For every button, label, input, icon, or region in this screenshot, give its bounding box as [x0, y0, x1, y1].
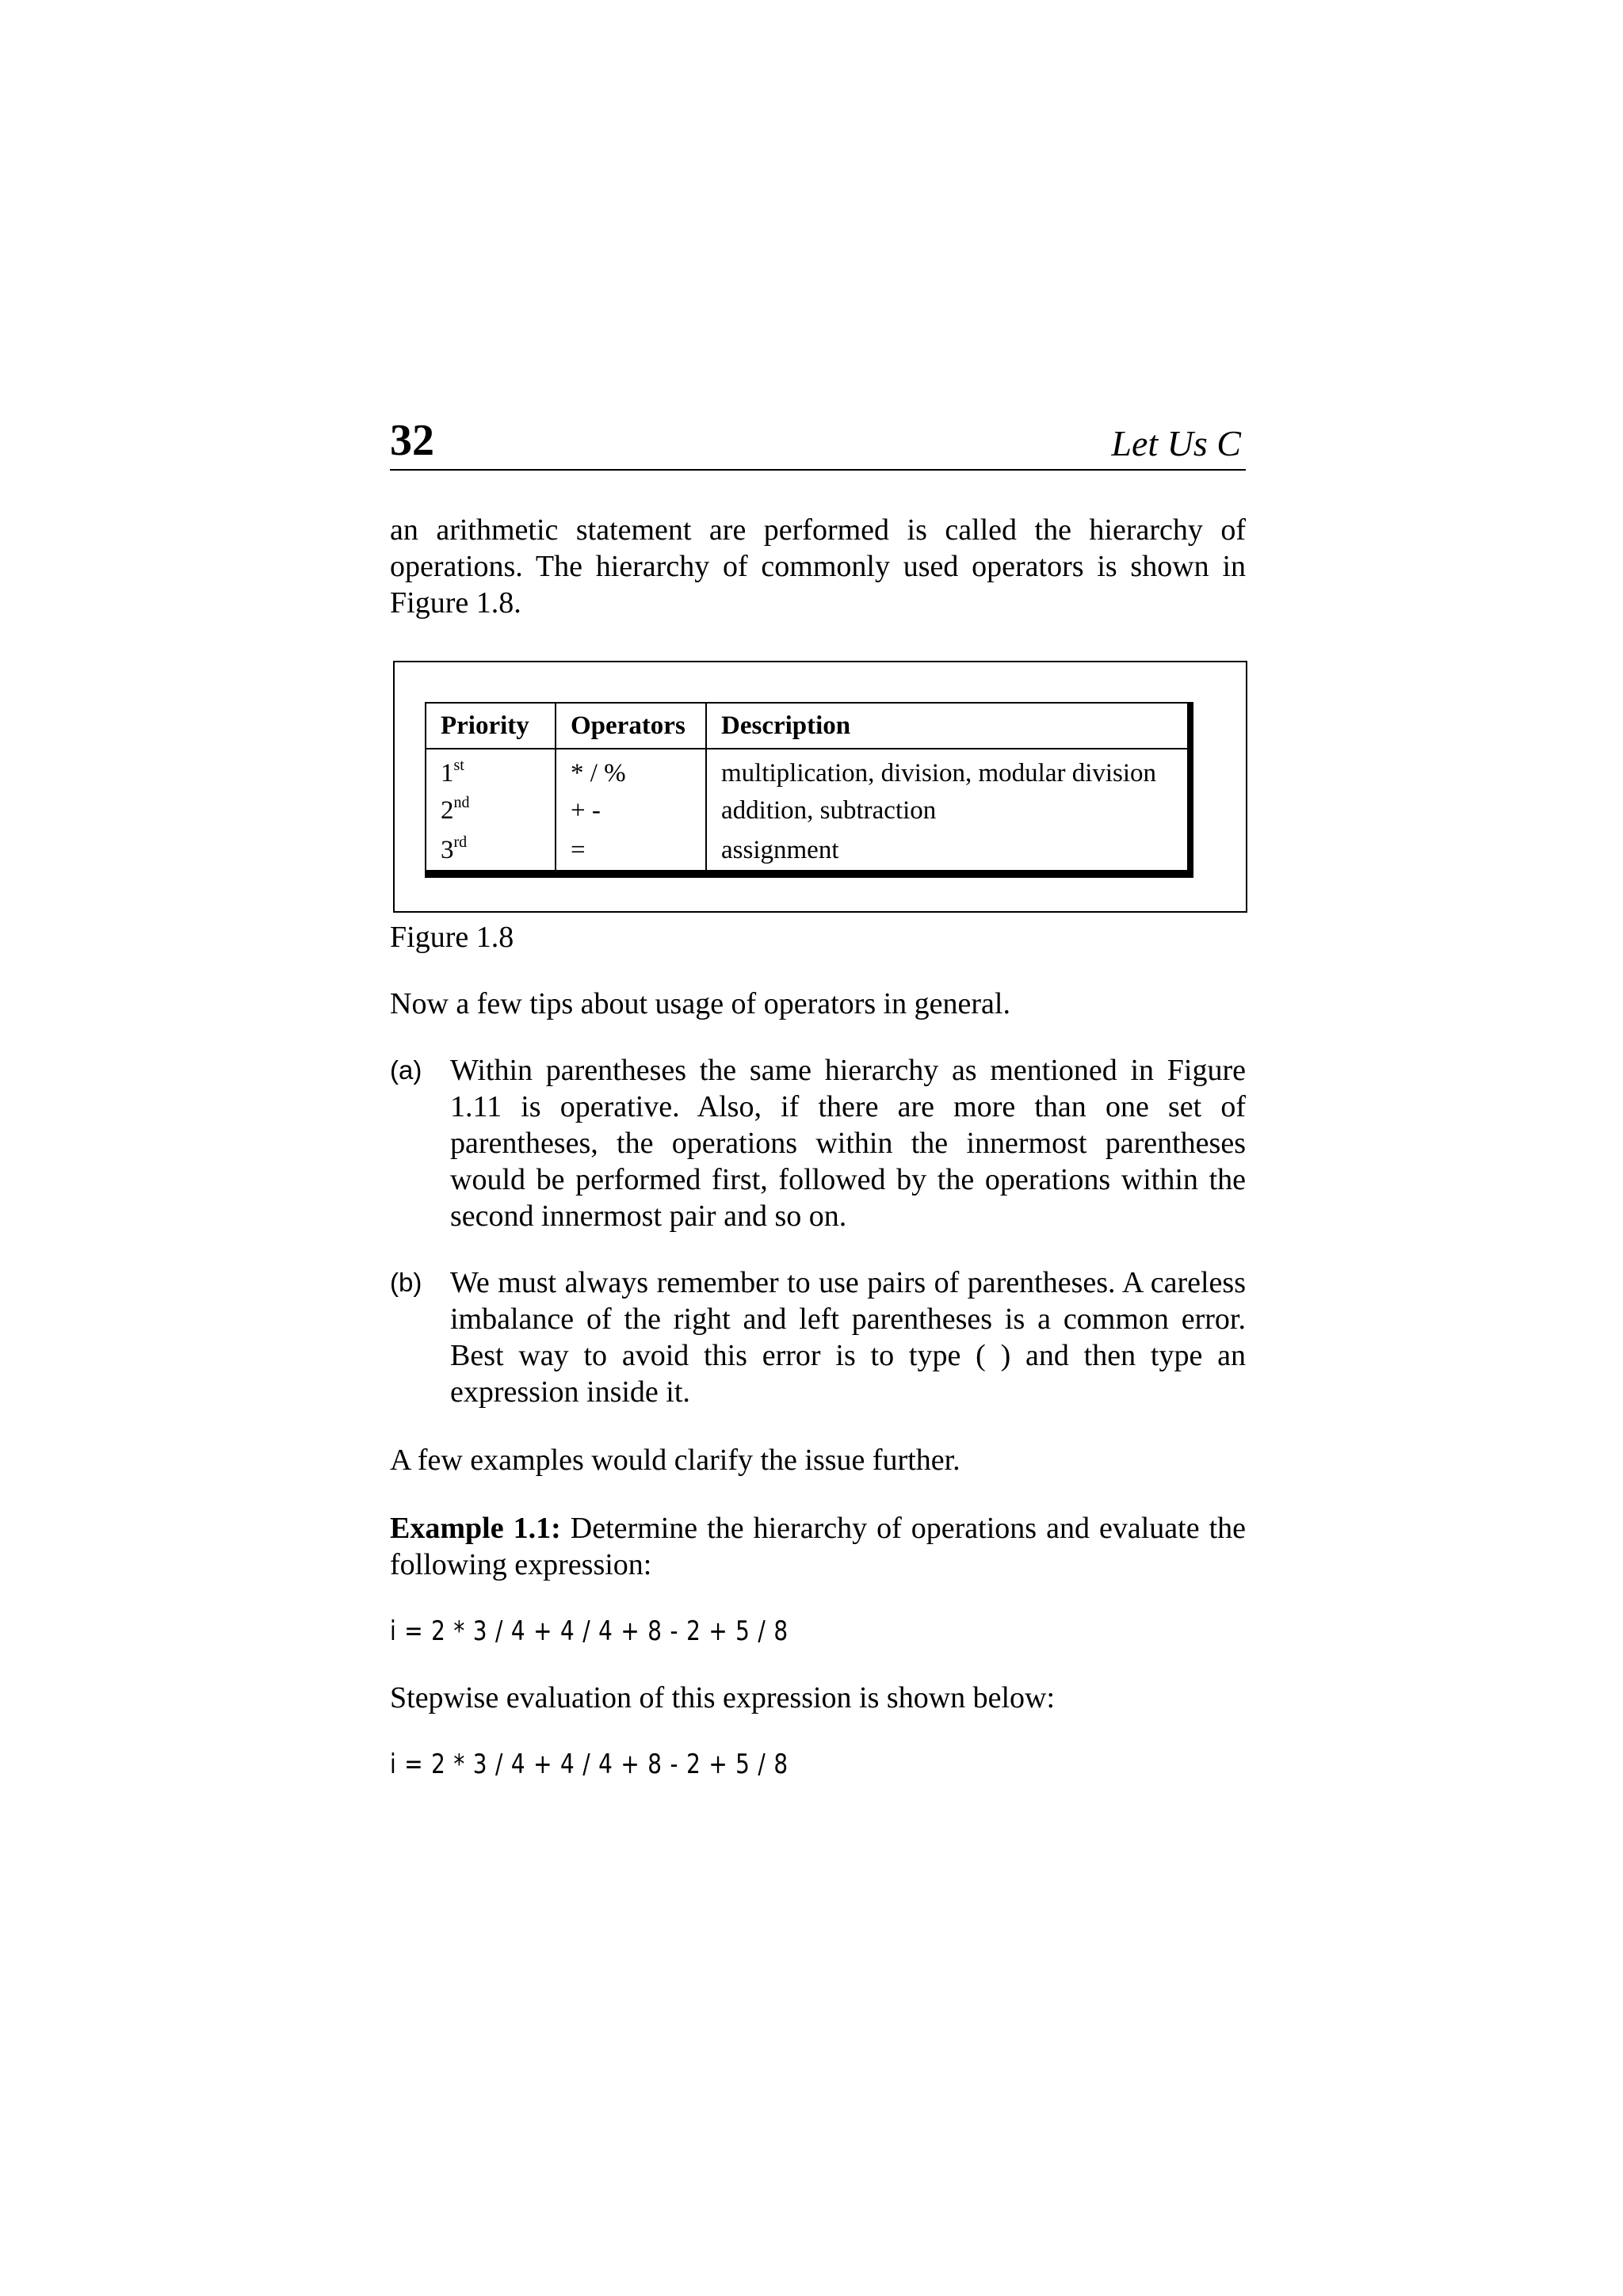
book-title: Let Us C [1111, 423, 1241, 463]
header-description: Description [706, 703, 1190, 749]
stepwise-paragraph: Stepwise evaluation of this expression is shown below: [390, 1681, 1056, 1714]
priority-suffix: rd [453, 833, 468, 851]
priority-suffix: st [453, 757, 464, 774]
list-item-text: We must always remember to use pairs of parentheses. A careless imbalance of the right and left parentheses is a common error. Best way to avoid this error is to type ( ) and then type an expression inside it. [450, 1266, 1246, 1409]
list-marker: (a) [390, 1055, 422, 1085]
book-page [390, 412, 1246, 1783]
table-header-row [426, 703, 1190, 749]
operators-cell: = [556, 830, 706, 874]
list-item [390, 1052, 1246, 1234]
page-number: 32 [390, 416, 434, 465]
table-row [426, 749, 1190, 791]
operator-hierarchy-table [425, 702, 1193, 878]
list-marker: (b) [390, 1268, 422, 1297]
priority-suffix: nd [453, 794, 470, 811]
description-cell: addition, subtraction [721, 796, 937, 825]
operators-cell: + - [556, 791, 706, 830]
table-row [426, 830, 1190, 874]
figure-caption: Figure 1.8 [390, 921, 514, 954]
intro-paragraph: an arithmetic statement are performed is called the hierarchy of operations. The hierarchy of commonly used operators is shown in Figure 1.8. [390, 513, 1246, 620]
description-cell: multiplication, division, modular division [721, 759, 1157, 788]
priority-cell [426, 749, 556, 791]
operators-cell: * / % [556, 749, 706, 791]
list-item-text: Within parentheses the same hierarchy as mentioned in Figure 1.11 is operative. Also, if there are more than one set of parentheses, the operations within the innermost parentheses would be performed first, followed by the operations within the second innermost pair and so on. [450, 1054, 1246, 1233]
list-item [390, 1264, 1246, 1410]
expression-code: i = 2 * 3 / 4 + 4 / 4 + 8 - 2 + 5 / 8 [390, 1615, 789, 1647]
figure-frame [393, 661, 1247, 913]
example-label: Example 1.1: [390, 1512, 561, 1545]
header-operators: Operators [556, 703, 706, 749]
example-text: Determine the hierarchy of operations and evaluate the following expression: [390, 1512, 1247, 1581]
header-priority: Priority [426, 703, 556, 749]
priority-cell [426, 830, 556, 874]
expression-code-repeat: i = 2 * 3 / 4 + 4 / 4 + 8 - 2 + 5 / 8 [390, 1749, 789, 1780]
table-row [426, 791, 1190, 830]
priority-number: 2 [441, 796, 454, 825]
description-cell: assignment [721, 836, 839, 864]
running-head [390, 412, 1246, 471]
tips-intro: Now a few tips about usage of operators in general. [390, 987, 1010, 1020]
priority-cell [426, 791, 556, 830]
example-paragraph [390, 1510, 1246, 1583]
priority-number: 1 [441, 759, 454, 788]
examples-intro: A few examples would clarify the issue further. [390, 1444, 960, 1477]
priority-number: 3 [441, 836, 454, 864]
